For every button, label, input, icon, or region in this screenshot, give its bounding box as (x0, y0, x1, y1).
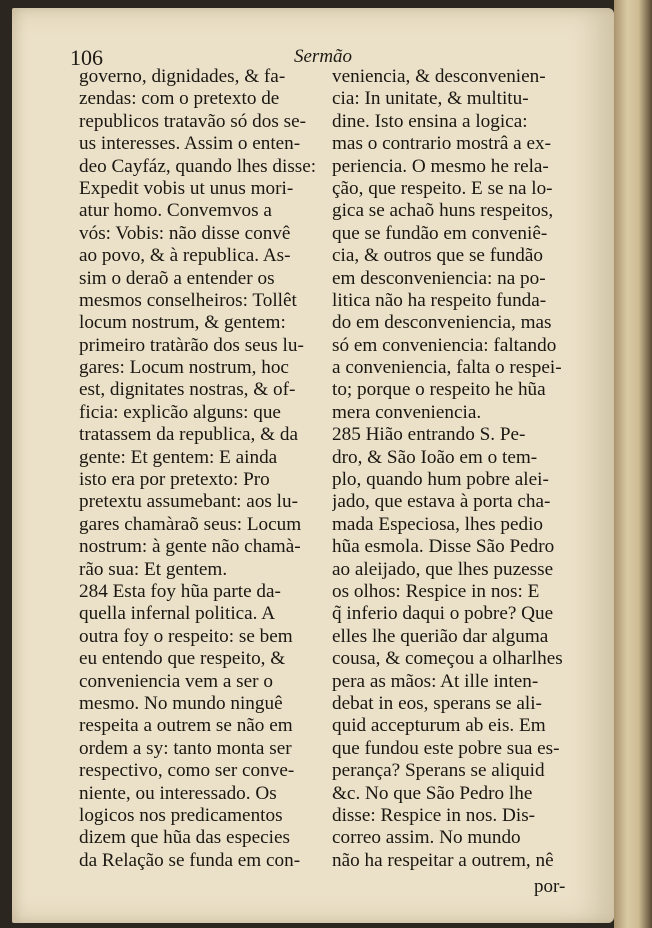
left-column-line: est, dignitates nostras, & of- (79, 379, 296, 401)
left-column-line: zendas: com o pretexto de (79, 88, 280, 110)
left-column-line: gares: Locum nostrum, hoc (79, 357, 289, 379)
left-column-line: atur homo. Convemvos a (79, 200, 272, 222)
right-column-line: ção, que respeito. E se na lo- (332, 177, 553, 199)
left-column-line: da Relação se funda em con- (79, 849, 301, 871)
left-column-line: deo Cayfáz, quando lhes disse: (79, 155, 317, 177)
left-column-line: respectivo, como ser conve- (79, 760, 295, 782)
right-column-line: &c. No que São Pedro lhe (332, 782, 533, 804)
right-column-line: plo, quando hum pobre alei- (332, 469, 549, 491)
book-page (12, 8, 614, 923)
running-head: Sermão (294, 46, 353, 67)
right-column-line: em desconveniencia: na po- (332, 267, 546, 289)
right-column-line: mera conveniencia. (332, 401, 482, 423)
right-column-line: to; porque o respeito he hũa (332, 379, 546, 401)
page-number: 106 (70, 45, 103, 70)
left-column-line: primeiro tratàrão dos seus lu- (79, 334, 304, 356)
left-column-line: mesmos conselheiros: Tollêt (79, 289, 297, 311)
right-column-line: 285 Hião entrando S. Pe- (332, 424, 526, 446)
right-column-line: correo assim. No mundo (332, 827, 521, 849)
left-column-line: quella infernal politica. A (79, 603, 276, 625)
left-column-line: gente: Et gentem: E ainda (79, 446, 278, 468)
left-column-line: ficia: explicão alguns: que (79, 401, 281, 423)
right-column-line: jado, que estava à porta cha- (332, 491, 551, 513)
right-column-line: cia: In unitate, & multitu- (332, 88, 529, 110)
right-column-line: não ha respeitar a outrem, nê (332, 849, 554, 871)
left-column-line: sim o deraõ a entender os (79, 267, 275, 289)
left-column-line: pretextu assumebant: aos lu- (79, 491, 298, 513)
left-column-line: nostrum: à gente não chamà- (79, 536, 301, 558)
right-column-line: dine. Isto ensina a logica: (332, 110, 528, 132)
right-column-line: a conveniencia, falta o respei- (332, 357, 562, 379)
right-column-line: mada Especiosa, lhes pedio (332, 513, 543, 535)
right-column-line: elles lhe querião dar alguma (332, 625, 549, 647)
book-edge (614, 0, 652, 928)
left-column-line: respeita a outrem se não em (79, 715, 293, 737)
left-column-line: logicos nos predicamentos (79, 804, 283, 826)
left-column-line: ordem a sy: tanto monta ser (79, 737, 292, 759)
left-column-line: conveniencia vem a ser o (79, 670, 273, 692)
left-column-line: mesmo. No mundo ninguê (79, 692, 283, 714)
left-column-line: governo, dignidades, & fa- (79, 66, 286, 87)
left-column-line: dizem que hũa das especies (79, 827, 290, 849)
right-column-line: quid accepturum ab eis. Em (332, 715, 546, 737)
right-column-line: que fundou este pobre sua es- (332, 737, 560, 759)
right-column-line: pera as mãos: At ille inten- (332, 670, 539, 692)
catchword: por- (534, 876, 566, 897)
left-column-line: rão sua: Et gentem. (79, 558, 228, 580)
right-column-line: os olhos: Respice in nos: E (332, 580, 540, 602)
right-column-line: dro, & São Ioão em o tem- (332, 446, 538, 468)
right-column (332, 66, 594, 872)
right-column-line: periencia. O mesmo he rela- (332, 155, 549, 177)
left-column-line: locum nostrum, & gentem: (79, 312, 286, 334)
left-column-line: 284 Esta foy hũa parte da- (79, 580, 281, 602)
left-column-line: Expedit vobis ut unus mori- (79, 177, 294, 199)
left-column-line: us interesses. Assim o enten- (79, 133, 301, 155)
right-column-line: ao aleijado, que lhes puzesse (332, 558, 554, 580)
left-column-line: gares chamàraõ seus: Locum (79, 513, 302, 535)
right-column-line: cousa, & começou a olharlhes (332, 648, 563, 670)
right-column-line: mas o contrario mostrâ a ex- (332, 133, 551, 155)
right-column-line: só em conveniencia: faltando (332, 334, 557, 356)
right-column-line: gica se achaõ huns respeitos, (332, 200, 554, 222)
right-column-line: litica não ha respeito funda- (332, 289, 547, 311)
right-column-line: perança? Sperans se aliquid (332, 760, 545, 782)
left-column-line: republicos tratavão só dos se- (79, 110, 306, 132)
right-column-line: hũa esmola. Disse São Pedro (332, 536, 555, 558)
right-column-line: veniencia, & desconvenien- (332, 66, 546, 87)
right-column-line: do em desconveniencia, mas (332, 312, 552, 334)
left-column-line: isto era por pretexto: Pro (79, 469, 270, 491)
left-column-line: outra foy o respeito: se bem (79, 625, 293, 647)
right-column-line: cia, & outros que se fundão (332, 245, 544, 267)
left-column-line: ao povo, & à republica. As- (79, 245, 291, 267)
right-column-line: que se fundão em conveniê- (332, 222, 548, 244)
right-column-line: q̃ inferio daqui o pobre? Que (332, 603, 554, 625)
left-column-line: tratassem da republica, & da (79, 424, 298, 446)
right-column-line: disse: Respice in nos. Dis- (332, 804, 536, 826)
right-column-line: debat in eos, sperans se ali- (332, 692, 542, 714)
left-column-line: vós: Vobis: não disse convê (79, 222, 291, 244)
left-column (79, 66, 341, 872)
left-column-line: eu entendo que respeito, & (79, 648, 286, 670)
left-column-line: niente, ou interessado. Os (79, 782, 277, 804)
